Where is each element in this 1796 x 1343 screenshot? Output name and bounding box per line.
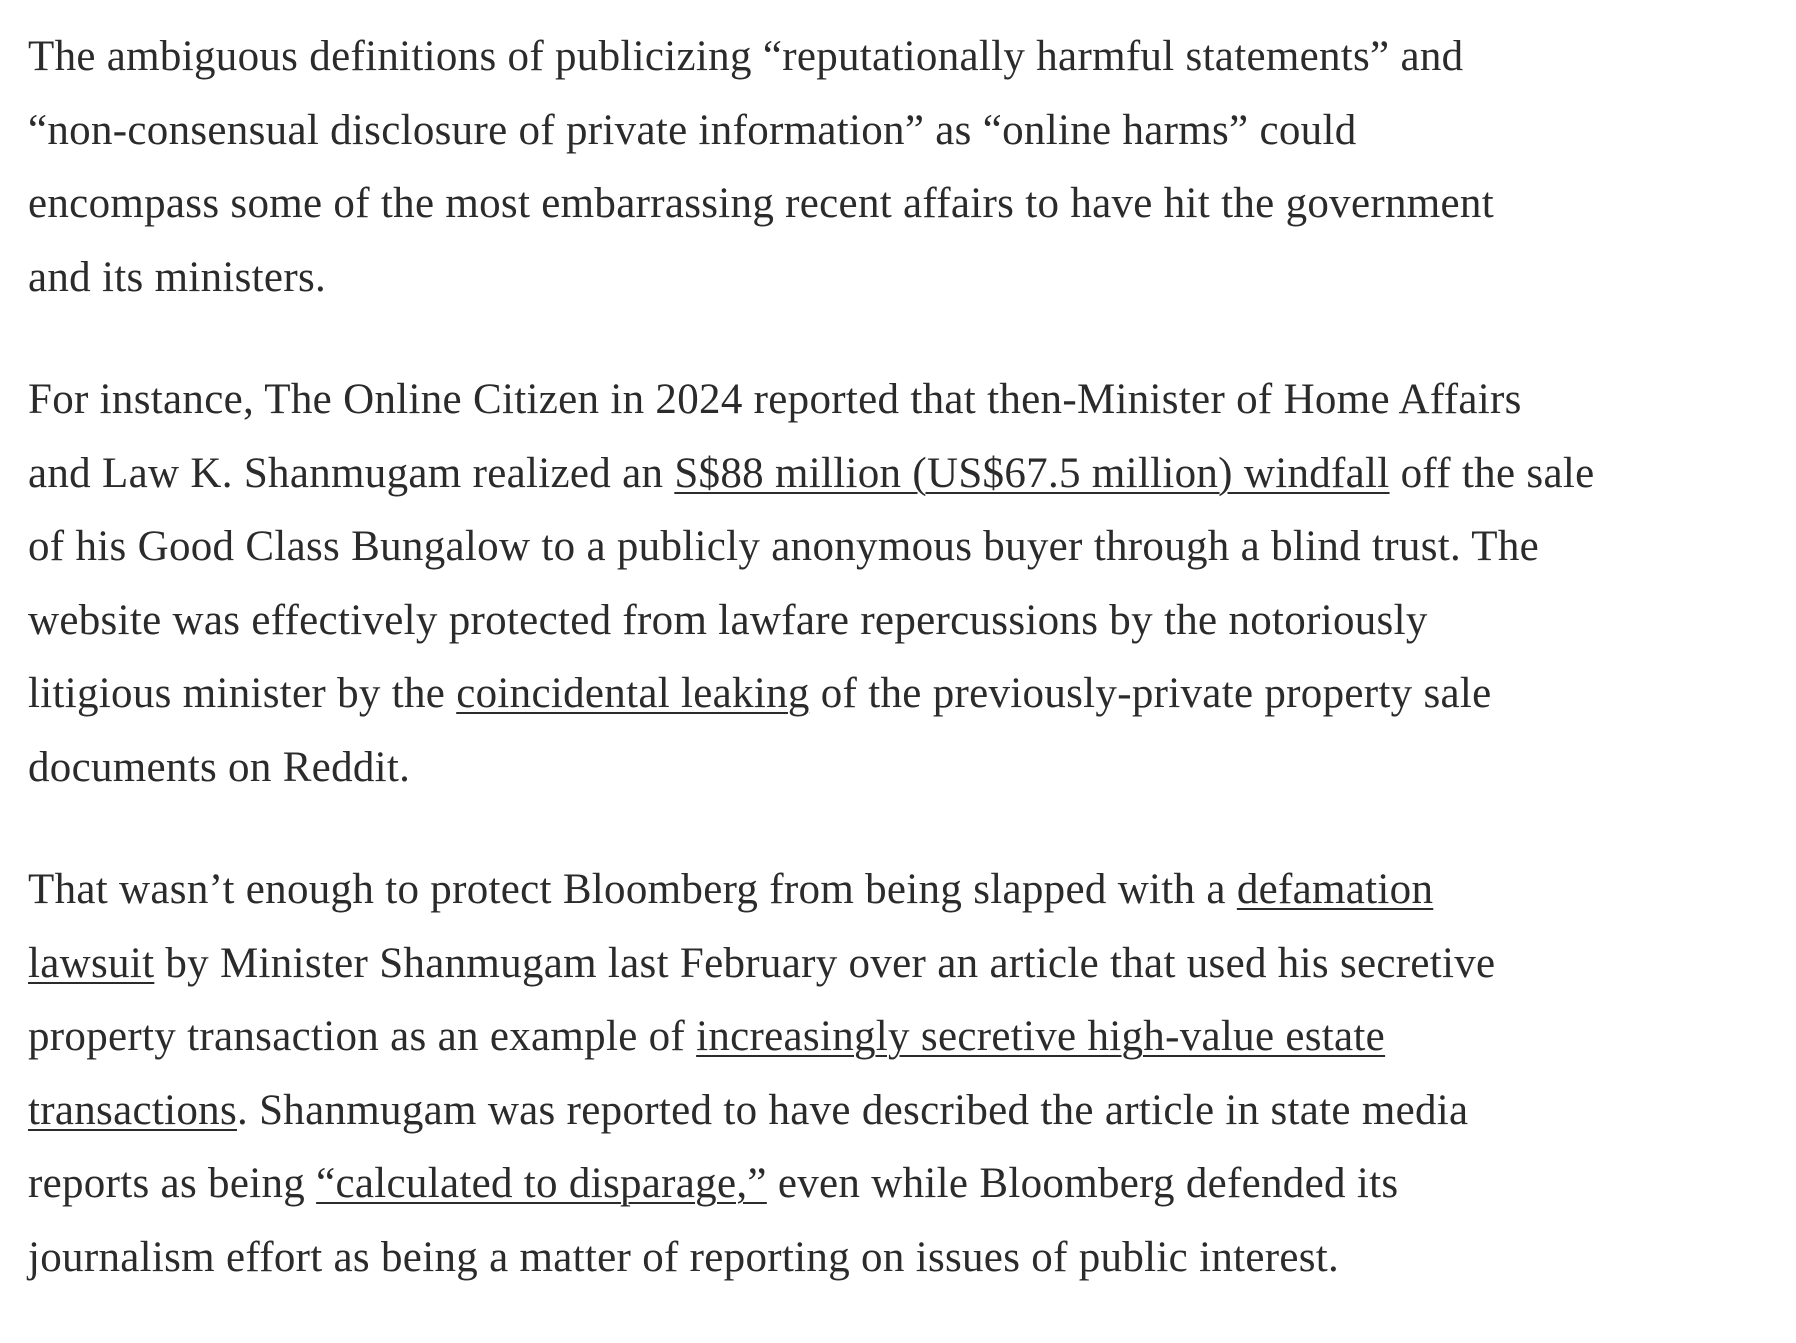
estate-transactions-link[interactable]: increasingly secretive high-value estate bbox=[696, 1013, 1386, 1060]
text-segment: of the previously-private property sale bbox=[809, 670, 1492, 717]
text-line: documents on Reddit. bbox=[28, 743, 411, 791]
text-segment: That wasn’t enough to protect Bloomberg from being slapped with a bbox=[28, 866, 1237, 913]
paragraph-online-citizen bbox=[28, 363, 1788, 804]
text-line: of his Good Class Bungalow to a publicly anonymous buyer through a blind trust. The bbox=[28, 523, 1540, 570]
text-segment: and Law K. Shanmugam realized an bbox=[28, 449, 675, 497]
text-segment: reports as being bbox=[28, 1160, 317, 1207]
text-segment: . Shanmugam was reported to have described the article in state media bbox=[236, 1086, 1469, 1134]
coincidental-leaking-link[interactable]: coincidental leaking bbox=[456, 670, 810, 717]
text-line: The ambiguous definitions of publicizing “reputationally harmful statements” and bbox=[28, 33, 1464, 80]
defamation-lawsuit-link[interactable]: defamation bbox=[1236, 866, 1434, 913]
text-line: encompass some of the most embarrassing recent affairs to have hit the government bbox=[28, 180, 1494, 227]
text-line: “non-consensual disclosure of private information” as “online harms” could bbox=[28, 106, 1357, 154]
text-segment: litigious minister by the bbox=[28, 670, 457, 717]
paragraph-online-harms bbox=[28, 20, 1788, 314]
text-segment: property transaction as an example of bbox=[28, 1013, 697, 1060]
text-line: website was effectively protected from lawfare repercussions by the notoriously bbox=[28, 596, 1428, 644]
text-line: journalism effort as being a matter of reporting on issues of public interest. bbox=[28, 1233, 1340, 1281]
windfall-link[interactable]: S$88 million (US$67.5 million) windfall bbox=[674, 449, 1390, 497]
text-segment: off the sale bbox=[1389, 449, 1595, 497]
article-body bbox=[28, 20, 1788, 1343]
calculated-to-disparage-link[interactable]: “calculated to disparage,” bbox=[316, 1160, 767, 1207]
defamation-lawsuit-link[interactable]: lawsuit bbox=[28, 939, 155, 987]
text-line: and its ministers. bbox=[28, 253, 327, 301]
text-segment: even while Bloomberg defended its bbox=[766, 1160, 1399, 1207]
text-line: For instance, The Online Citizen in 2024 reported that then-Minister of Home Affairs bbox=[28, 376, 1522, 423]
text-segment: by Minister Shanmugam last February over an article that used his secretive bbox=[154, 939, 1496, 987]
estate-transactions-link[interactable]: transactions bbox=[28, 1086, 237, 1134]
paragraph-bloomberg bbox=[28, 853, 1788, 1294]
